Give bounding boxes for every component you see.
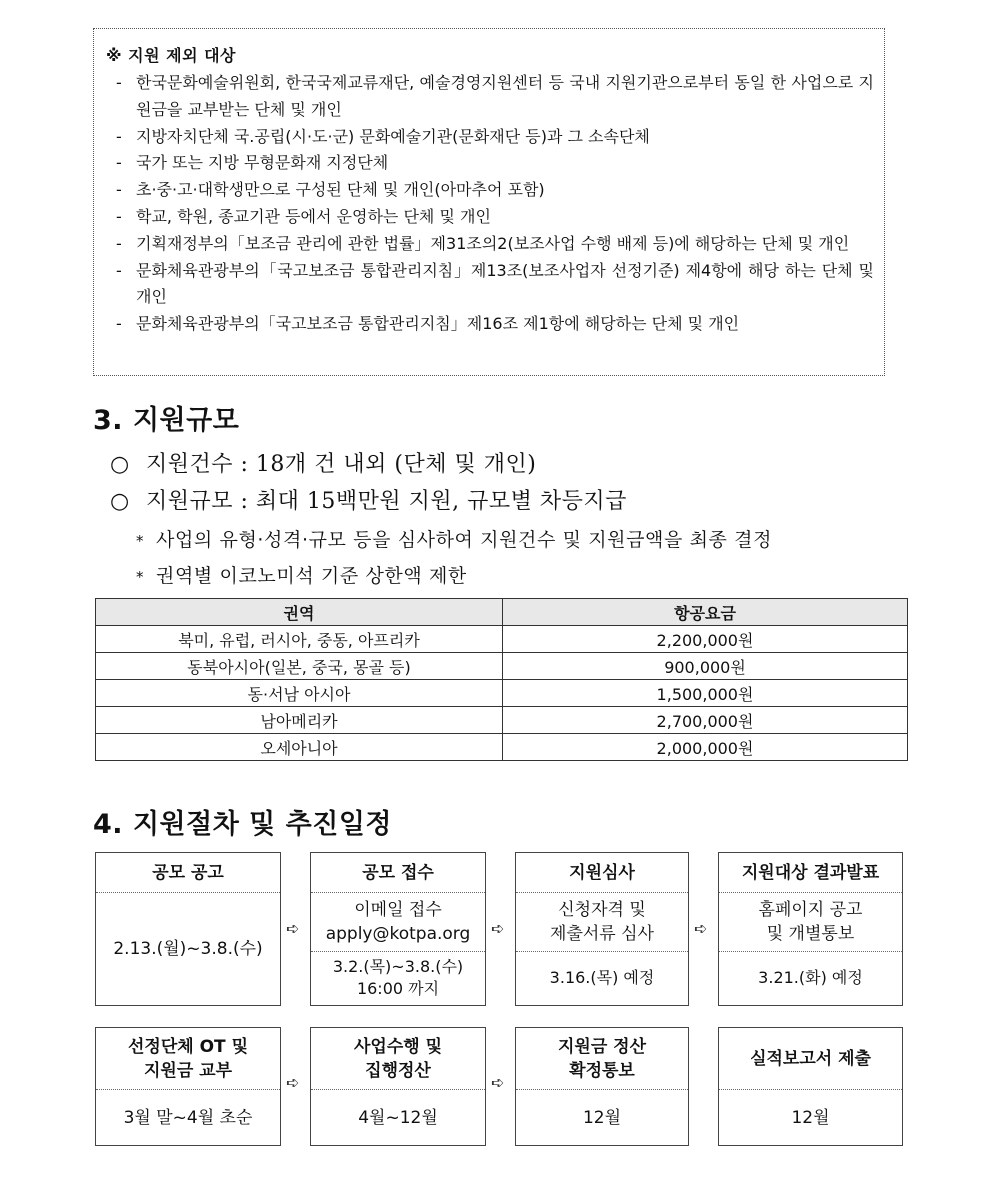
arrow-right-icon: ➪ bbox=[286, 919, 300, 938]
exclusion-list bbox=[106, 70, 874, 338]
step-title-line: 사업수행 및 bbox=[353, 1036, 443, 1057]
step-body bbox=[516, 893, 688, 951]
step-date bbox=[311, 951, 485, 1004]
arrow-right-icon: ➪ bbox=[491, 919, 505, 938]
airfare-cell: 900,000원 bbox=[503, 653, 908, 680]
note-text: 권역별 이코노미석 기준 상한액 제한 bbox=[156, 565, 467, 587]
exclusion-item: - 기획재정부의「보조금 관리에 관한 법률」제31조의2(보조사업 수행 배제 등)에 해당하는 단체 및 개인 bbox=[106, 231, 874, 258]
step-title: 지원대상 결과발표 bbox=[719, 853, 902, 893]
step-body-line: 및 개별통보 bbox=[766, 924, 855, 944]
step-title bbox=[96, 1028, 280, 1090]
step-title-line: 확정통보 bbox=[569, 1060, 635, 1081]
step-title: 공모 공고 bbox=[96, 853, 280, 893]
note-line bbox=[136, 561, 467, 588]
arrow-right-icon: ➪ bbox=[694, 919, 708, 938]
support-count-text: 지원건수 : 18개 건 내외 (단체 및 개인) bbox=[146, 452, 537, 477]
step-date: 12월 bbox=[582, 1107, 622, 1128]
column-header-region: 권역 bbox=[96, 599, 503, 626]
table-row bbox=[96, 680, 908, 707]
step-settlement bbox=[515, 1027, 689, 1146]
region-cell: 북미, 유럽, 러시아, 중동, 아프리카 bbox=[96, 626, 503, 653]
table-row bbox=[96, 626, 908, 653]
exclusion-item: - 국가 또는 지방 무형문화재 지정단체 bbox=[106, 150, 874, 177]
step-date: 3.16.(목) 예정 bbox=[516, 951, 688, 1004]
step-title: 공모 접수 bbox=[311, 853, 485, 893]
airfare-cell: 1,500,000원 bbox=[503, 680, 908, 707]
step-application bbox=[310, 852, 486, 1006]
step-date: 4월~12월 bbox=[358, 1107, 438, 1128]
exclusion-box bbox=[93, 28, 885, 376]
step-title bbox=[516, 1028, 688, 1090]
step-title-line: 지원금 교부 bbox=[143, 1060, 233, 1081]
exclusion-title: ※ 지원 제외 대상 bbox=[106, 46, 237, 65]
step-body-line: 제출서류 심사 bbox=[550, 924, 654, 944]
exclusion-item: - 학교, 학원, 종교기관 등에서 운영하는 단체 및 개인 bbox=[106, 204, 874, 231]
support-count-line bbox=[110, 447, 536, 478]
step-orientation bbox=[95, 1027, 281, 1146]
arrow-right-icon: ➪ bbox=[491, 1073, 505, 1092]
step-review bbox=[515, 852, 689, 1006]
section-4-heading: 4. 지원절차 및 추진일정 bbox=[93, 809, 392, 840]
step-title-line: 선정단체 OT 및 bbox=[128, 1036, 248, 1057]
table-row bbox=[96, 653, 908, 680]
airfare-cell: 2,200,000원 bbox=[503, 626, 908, 653]
exclusion-item: - 문화체육관광부의「국고보조금 통합관리지침」제16조 제1항에 해당하는 단체 및 개인 bbox=[106, 311, 874, 338]
arrow-right-icon: ➪ bbox=[286, 1073, 300, 1092]
step-body-line: 신청자격 및 bbox=[558, 900, 646, 920]
step-execution bbox=[310, 1027, 486, 1146]
step-announcement bbox=[95, 852, 281, 1006]
exclusion-item: - 초·중·고·대학생만으로 구성된 단체 및 개인(아마추어 포함) bbox=[106, 177, 874, 204]
table-header-row bbox=[96, 599, 908, 626]
step-date: 2.13.(월)~3.8.(수) bbox=[113, 939, 263, 959]
exclusion-item: - 지방자치단체 국.공립(시·도·군) 문화예술기관(문화재단 등)과 그 소속단체 bbox=[106, 124, 874, 151]
step-email: apply@kotpa.org bbox=[325, 924, 471, 944]
step-date: 3.21.(화) 예정 bbox=[719, 951, 902, 1004]
circle-bullet-icon: ○ bbox=[110, 489, 130, 514]
circle-bullet-icon: ○ bbox=[110, 452, 130, 477]
step-date-line: 3.2.(목)~3.8.(수) bbox=[332, 957, 464, 976]
step-result bbox=[718, 852, 903, 1006]
step-body bbox=[311, 893, 485, 951]
step-body-line: 홈페이지 공고 bbox=[758, 900, 863, 920]
step-title: 지원심사 bbox=[516, 853, 688, 893]
exclusion-item: - 문화체육관광부의「국고보조금 통합관리지침」제13조(보조사업자 선정기준) 제4항에 해당 하는 단체 및 개인 bbox=[106, 258, 874, 312]
exclusion-item: - 한국문화예술위원회, 한국국제교류재단, 예술경영지원센터 등 국내 지원기관으로부터 동일 한 사업으로 지원금을 교부받는 단체 및 개인 bbox=[106, 70, 874, 124]
step-date-line: 16:00 까지 bbox=[356, 979, 440, 998]
note-line bbox=[136, 525, 772, 552]
note-text: 사업의 유형·성격·규모 등을 심사하여 지원건수 및 지원금액을 최종 결정 bbox=[156, 529, 773, 551]
asterisk-icon: * bbox=[136, 568, 145, 586]
step-title-line: 집행정산 bbox=[365, 1060, 431, 1081]
step-title-line: 지원금 정산 bbox=[557, 1036, 647, 1057]
step-report bbox=[718, 1027, 903, 1146]
support-scale-text: 지원규모 : 최대 15백만원 지원, 규모별 차등지급 bbox=[146, 489, 627, 514]
step-body bbox=[719, 893, 902, 951]
step-date: 12월 bbox=[791, 1107, 830, 1128]
table-row bbox=[96, 707, 908, 734]
airfare-cell: 2,000,000원 bbox=[503, 734, 908, 761]
step-title: 실적보고서 제출 bbox=[719, 1028, 902, 1090]
region-cell: 동북아시아(일본, 중국, 몽골 등) bbox=[96, 653, 503, 680]
region-cell: 동·서남 아시아 bbox=[96, 680, 503, 707]
step-body-line: 이메일 접수 bbox=[354, 900, 442, 920]
step-date: 3월 말~4월 초순 bbox=[123, 1107, 253, 1128]
section-3-heading: 3. 지원규모 bbox=[93, 405, 240, 436]
table-row bbox=[96, 734, 908, 761]
region-cell: 남아메리카 bbox=[96, 707, 503, 734]
support-scale-line bbox=[110, 484, 627, 515]
airfare-table bbox=[95, 598, 908, 761]
step-title bbox=[311, 1028, 485, 1090]
asterisk-icon: * bbox=[136, 532, 145, 550]
region-cell: 오세아니아 bbox=[96, 734, 503, 761]
column-header-airfare: 항공요금 bbox=[503, 599, 908, 626]
airfare-cell: 2,700,000원 bbox=[503, 707, 908, 734]
